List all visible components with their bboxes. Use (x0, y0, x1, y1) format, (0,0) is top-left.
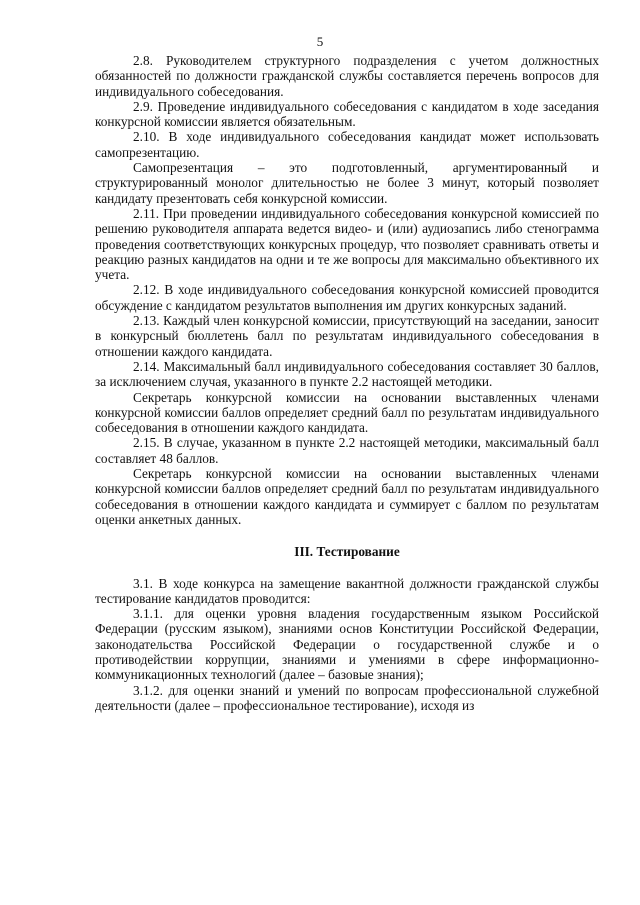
paragraph-self-presentation: Самопрезентация – это подготовленный, аргументированный и структурированный монолог длительностью не более 3 минут, который позволяет кандидату презентовать себя конкурсной комиссии. (95, 160, 599, 206)
paragraph-3-1-2: 3.1.2. для оценки знаний и умений по вопросам профессиональной служебной деятельности (далее – профессиональное тестирование), исходя из (95, 682, 599, 713)
page-number: 5 (316, 34, 324, 49)
paragraph-2-13: 2.13. Каждый член конкурсной комиссии, присутствующий на заседании, заносит в конкурсный бюллетень балл по результатам индивидуального собеседования в отношении каждого кандидата. (95, 313, 599, 359)
paragraph-2-14: 2.14. Максимальный балл индивидуального собеседования составляет 30 баллов, за исключением случая, указанного в пункте 2.2 настоящей методики. (95, 358, 599, 390)
paragraph-2-11: 2.11. При проведении индивидуального собеседования конкурсной комиссией по решению руководителя аппарата ведется видео- и (или) аудиозапись либо стенограмма проведения соответствующих конкурсных процедур, что позволяет сравнивать ответы и реакцию разных кандидатов на одни и те же вопросы для максимально объективного их учета. (95, 205, 599, 283)
paragraph-3-1: 3.1. В ходе конкурса на замещение вакантной должности гражданской службы тестирование кандидатов проводится: (95, 575, 599, 606)
paragraph-secretary-average: Секретарь конкурсной комиссии на основании выставленных членами конкурсной комиссии баллов определяет средний балл по результатам индивидуального собеседования в отношении каждого кандидата. (95, 389, 599, 436)
paragraph-2-10: 2.10. В ходе индивидуального собеседования кандидат может использовать самопрезентацию. (95, 129, 599, 160)
paragraph-2-8: 2.8. Руководителем структурного подразделения с учетом должностных обязанностей по должности гражданской службы составляется перечень вопросов для индивидуального собеседования. (95, 53, 599, 99)
paragraph-3-1-1: 3.1.1. для оценки уровня владения государственным языком Российской Федерации (русским языком), знаниями основ Конституции Российской Федерации, законодательства Российской Федерации о государственной службе и о противодействии коррупции, знаниями и умениями в сфере информационно-коммуникационных технологий (далее – базовые знания); (95, 606, 599, 683)
section-heading: III. Тестирование (294, 544, 400, 560)
document-body (95, 53, 599, 713)
paragraph-2-9: 2.9. Проведение индивидуального собеседования с кандидатом в ходе заседания конкурсной комиссии является обязательным. (95, 98, 599, 130)
paragraph-2-12: 2.12. В ходе индивидуального собеседования конкурсной комиссией проводится обсуждение с кандидатом результатов выполнения им других конкурсных заданий. (95, 282, 599, 313)
paragraph-2-15: 2.15. В случае, указанном в пункте 2.2 настоящей методики, максимальный балл составляет 48 баллов. (95, 435, 599, 466)
paragraph-secretary-sum: Секретарь конкурсной комиссии на основании выставленных членами конкурсной комиссии баллов определяет средний балл по результатам индивидуального собеседования в отношении каждого кандидата и суммирует с баллом по результатам оценки анкетных данных. (95, 466, 599, 527)
